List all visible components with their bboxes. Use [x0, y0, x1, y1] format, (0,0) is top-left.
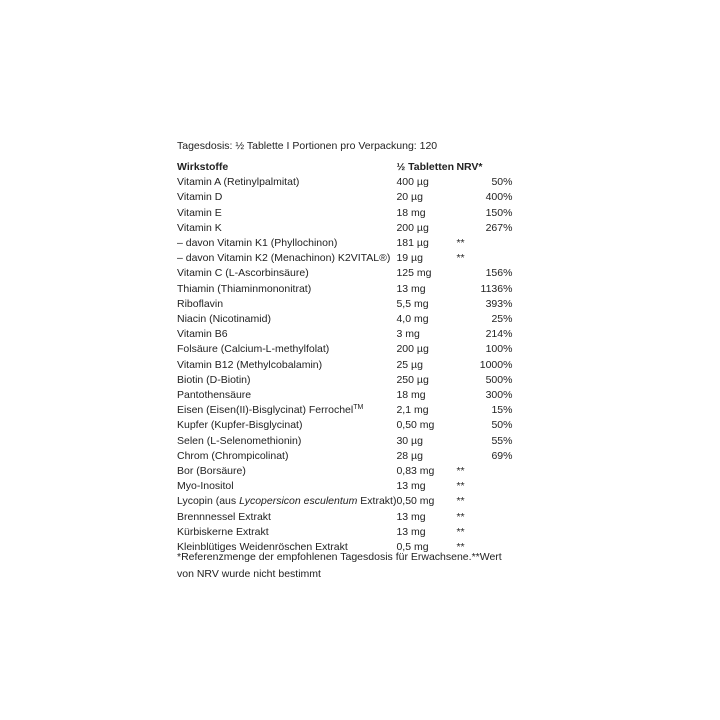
ingredient-amount: 0,5 mg: [396, 541, 429, 554]
ingredient-nrv: 55%: [491, 434, 513, 447]
table-row: [177, 418, 512, 433]
ingredient-name-part: Lycopin (aus: [177, 495, 240, 508]
trademark-mark: TM: [353, 404, 364, 412]
ingredient-name-text: Vitamin B12 (Methylcobalamin): [177, 358, 323, 371]
ingredient-name-text: Bor (Borsäure): [177, 465, 246, 478]
ingredient-amount: 30 µg: [396, 434, 423, 447]
table-row: [177, 312, 512, 327]
table-row: [177, 479, 512, 494]
ingredient-name: [177, 327, 396, 342]
table-row: [177, 342, 512, 357]
ingredient-amount: 0,50 mg: [396, 495, 435, 508]
ingredient-amount: 19 µg: [396, 252, 423, 265]
ingredient-name-text: Thiamin (Thiaminmononitrat): [177, 282, 312, 295]
table-row: [177, 525, 512, 540]
table-row: [177, 510, 512, 525]
ingredient-amount: 4,0 mg: [396, 313, 429, 326]
table-row: [177, 236, 512, 251]
ingredient-name-text: Pantothensäure: [177, 389, 252, 402]
ingredient-nrv: 69%: [491, 449, 513, 462]
ingredient-amount: 13 mg: [396, 480, 426, 493]
table-row: [177, 266, 512, 281]
ingredient-amount: 25 µg: [396, 358, 423, 371]
ingredient-name-text: Biotin (D-Biotin): [177, 373, 251, 386]
column-header-nrv: NRV*: [456, 161, 483, 173]
ingredient-name-text: Vitamin D: [177, 191, 223, 204]
ingredient-name: [177, 342, 396, 357]
ingredient-name: [177, 403, 396, 418]
ingredient-name-text: Folsäure (Calcium-L-methylfolat): [177, 343, 330, 356]
ingredient-name-text: Kleinblütiges Weidenröschen Extrakt: [177, 541, 348, 554]
ingredient-name: [177, 175, 396, 190]
ingredient-amount: 28 µg: [396, 449, 423, 462]
ingredient-amount: 400 µg: [396, 176, 429, 189]
ingredient-name-text: Kürbiskerne Extrakt: [177, 525, 269, 538]
ingredient-name: [177, 525, 396, 540]
ingredient-name: [177, 297, 396, 312]
footnote: *Referenzmenge der empfohlenen Tagesdosis für Erwachsene.**Wert von NRV wurde nicht bestimmt: [177, 551, 502, 580]
ingredient-name: [177, 221, 396, 236]
ingredient-name: [177, 494, 396, 509]
ingredient-latin-name: Lycopersicon esculentum: [239, 495, 358, 508]
ingredient-nrv: 156%: [485, 267, 513, 280]
column-header-ingredient: Wirkstoffe: [177, 161, 229, 173]
ingredient-nrv: 1000%: [479, 358, 513, 371]
ingredient-nrv: 150%: [485, 206, 513, 219]
table-row: [177, 449, 512, 464]
ingredient-amount: 250 µg: [396, 373, 429, 386]
ingredient-amount: 0,83 mg: [396, 465, 435, 478]
ingredient-nrv: **: [456, 252, 465, 265]
ingredient-nrv: 500%: [485, 373, 513, 386]
table-row: [177, 358, 512, 373]
ingredient-name: [177, 373, 396, 388]
ingredient-nrv: **: [456, 480, 465, 493]
nutrient-rows: [177, 175, 512, 555]
ingredient-nrv: 25%: [491, 313, 513, 326]
ingredient-amount: 0,50 mg: [396, 419, 435, 432]
ingredient-amount: 125 mg: [396, 267, 432, 280]
table-row: [177, 327, 512, 342]
ingredient-nrv: 15%: [491, 404, 513, 417]
ingredient-name-text: Chrom (Chrompicolinat): [177, 449, 289, 462]
ingredient-name: [177, 358, 396, 373]
ingredient-name-text: Kupfer (Kupfer-Bisglycinat): [177, 419, 303, 432]
table-row: [177, 190, 512, 205]
ingredient-amount: 13 mg: [396, 525, 426, 538]
ingredient-name: [177, 449, 396, 464]
ingredient-name-text: – davon Vitamin K2 (Menachinon) K2VITAL®): [177, 252, 391, 265]
ingredient-name-text: Selen (L-Selenomethionin): [177, 434, 302, 447]
table-row: [177, 464, 512, 479]
table-row: [177, 494, 512, 509]
ingredient-name: [177, 282, 396, 297]
table-row: [177, 434, 512, 449]
ingredient-name-text: Vitamin A (Retinylpalmitat): [177, 176, 300, 189]
ingredient-name: [177, 312, 396, 327]
ingredient-name-text: Vitamin E: [177, 206, 222, 219]
ingredient-nrv: **: [456, 541, 465, 554]
ingredient-nrv: 400%: [485, 191, 513, 204]
table-row: [177, 206, 512, 221]
ingredient-name: [177, 190, 396, 205]
ingredient-amount: 18 mg: [396, 206, 426, 219]
ingredient-nrv: 50%: [491, 419, 513, 432]
dosage-line: Tagesdosis: ½ Tablette I Portionen pro Verpackung: 120: [177, 140, 438, 152]
ingredient-name: [177, 206, 396, 221]
ingredient-amount: 200 µg: [396, 343, 429, 356]
ingredient-name-text: Eisen (Eisen(II)-Bisglycinat) Ferrochel: [177, 404, 354, 417]
ingredient-nrv: **: [456, 465, 465, 478]
ingredient-amount: 181 µg: [396, 237, 429, 250]
ingredient-nrv: **: [456, 510, 465, 523]
ingredient-nrv: 214%: [485, 328, 513, 341]
ingredient-nrv: 300%: [485, 389, 513, 402]
ingredient-amount: 3 mg: [396, 328, 420, 341]
ingredient-name-text: Myo-Inositol: [177, 480, 234, 493]
ingredient-name: [177, 251, 396, 266]
ingredient-amount: 2,1 mg: [396, 404, 429, 417]
ingredient-name-text: Brennnessel Extrakt: [177, 510, 271, 523]
ingredient-amount: 200 µg: [396, 221, 429, 234]
ingredient-name: [177, 510, 396, 525]
ingredient-name: [177, 236, 396, 251]
table-row: [177, 282, 512, 297]
ingredient-nrv: **: [456, 525, 465, 538]
table-row: [177, 388, 512, 403]
ingredient-amount: 5,5 mg: [396, 297, 429, 310]
table-row: [177, 297, 512, 312]
ingredient-nrv: **: [456, 495, 465, 508]
ingredient-name: [177, 479, 396, 494]
ingredient-amount: 13 mg: [396, 510, 426, 523]
table-row: [177, 403, 512, 418]
ingredient-name-text: – davon Vitamin K1 (Phyllochinon): [177, 237, 338, 250]
ingredient-name: [177, 266, 396, 281]
ingredient-amount: 20 µg: [396, 191, 423, 204]
ingredient-name-text: Riboflavin: [177, 297, 224, 310]
ingredient-name: [177, 388, 396, 403]
table-header-row: [177, 160, 512, 175]
ingredient-name-text: Vitamin B6: [177, 328, 228, 341]
ingredient-name-text: Vitamin C (L-Ascorbinsäure): [177, 267, 309, 280]
ingredient-name: [177, 434, 396, 449]
ingredient-name-text: Niacin (Nicotinamid): [177, 313, 271, 326]
ingredient-nrv: **: [456, 237, 465, 250]
table-row: [177, 221, 512, 236]
ingredient-nrv: 267%: [485, 221, 513, 234]
ingredient-nrv: 100%: [485, 343, 513, 356]
ingredient-name-text: Vitamin K: [177, 221, 222, 234]
column-header-amount: ½ Tabletten: [396, 161, 455, 173]
ingredient-nrv: 393%: [485, 297, 513, 310]
ingredient-name: [177, 418, 396, 433]
table-row: [177, 251, 512, 266]
ingredient-nrv: 50%: [491, 176, 513, 189]
nutrient-table: [177, 160, 512, 555]
ingredient-amount: 18 mg: [396, 389, 426, 402]
ingredient-amount: 13 mg: [396, 282, 426, 295]
ingredient-name: [177, 464, 396, 479]
table-row: [177, 175, 512, 190]
ingredient-name-part: Extrakt): [357, 495, 397, 508]
table-row: [177, 373, 512, 388]
ingredient-nrv: 1136%: [480, 282, 513, 295]
